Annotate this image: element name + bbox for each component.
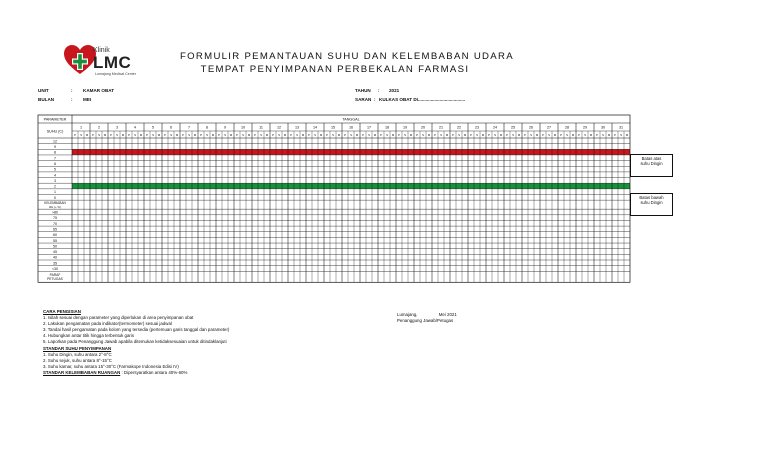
- temp-row-label: 6: [54, 161, 56, 166]
- day-label: 2: [97, 125, 101, 130]
- sub-label: M: [481, 133, 485, 137]
- standar-suhu-2: 2. Suhu sejuk, suhu antara 8°-15°C: [43, 357, 112, 363]
- standar-kelembaban-text: : Dipersyaratkan antara 40%-60%: [121, 369, 188, 375]
- sarana-label: SARAN: [355, 97, 372, 102]
- form-title-line2: TEMPAT PENYIMPANAN PERBEKALAN FARMASI: [200, 64, 470, 75]
- temp-row-label: 12: [53, 139, 57, 144]
- sub-label: M: [157, 133, 161, 137]
- day-label: 22: [456, 125, 462, 130]
- sub-label: S: [566, 133, 568, 137]
- sub-label: P: [416, 133, 418, 137]
- sub-label: P: [614, 133, 616, 137]
- sub-label: P: [308, 133, 310, 137]
- parameter-label: PARAMETER: [43, 117, 67, 122]
- lower-limit-note-line1: Batas bawah: [639, 195, 664, 200]
- day-label: 25: [510, 125, 516, 130]
- sub-label: M: [445, 133, 449, 137]
- sub-label: M: [319, 133, 323, 137]
- paraf-label: PARAF: [49, 272, 61, 277]
- day-label: 21: [438, 125, 444, 130]
- standar-kelembaban-title: STANDAR KELEMBABAN RUANGAN: [43, 369, 121, 375]
- kelembaban-label: KELEMBABAN: [44, 201, 66, 206]
- sub-label: M: [535, 133, 539, 137]
- sub-label: P: [272, 133, 274, 137]
- logo-subtitle: Lumajang Medical Center: [95, 72, 136, 76]
- sub-label: S: [332, 133, 334, 137]
- upper-limit-note-line1: Batas atas: [641, 156, 662, 161]
- form-title-line1: FORMULIR PEMANTAUAN SUHU DAN KELEMBABAN UDARA: [180, 51, 514, 62]
- instructions: [43, 309, 229, 376]
- sarana-colon: :: [374, 97, 376, 102]
- step-4: 4. Hubungkan antar titik hingga terbentuk garis: [43, 333, 135, 339]
- day-label: 24: [492, 125, 498, 130]
- sub-label: P: [92, 133, 94, 137]
- lower-limit-band: [72, 183, 630, 189]
- standar-suhu-title: STANDAR SUHU PENYIMPANAN: [43, 345, 112, 351]
- sub-label: M: [517, 133, 521, 137]
- humidity-row-label: 50: [53, 244, 57, 249]
- temp-row-label: 1: [54, 190, 56, 195]
- temp-row-label: 2: [54, 184, 56, 189]
- temp-row-label: 4: [54, 173, 56, 178]
- step-5: 5. Laporkan pada Penanggung Jawab apabila ditemukan ketidaksesuaian untuk ditindaklanjuti: [43, 339, 227, 345]
- sub-label: P: [578, 133, 580, 137]
- signature-place: Lumajang,: [397, 312, 418, 317]
- sub-label: M: [355, 133, 359, 137]
- sub-label: S: [368, 133, 370, 137]
- humidity-row-label: 45: [53, 250, 57, 255]
- day-label: 16: [348, 125, 354, 130]
- sub-label: M: [301, 133, 305, 137]
- day-label: 31: [618, 125, 624, 130]
- sub-label: P: [290, 133, 292, 137]
- humidity-row-label: 70: [53, 221, 57, 226]
- sub-label: M: [175, 133, 179, 137]
- day-label: 14: [312, 125, 318, 130]
- day-label: 15: [330, 125, 336, 130]
- cara-pengisian-title: CARA PENGISIAN: [43, 309, 81, 314]
- day-label: 19: [402, 125, 408, 130]
- lower-limit-note-line2: suhu Dingin: [640, 200, 663, 205]
- humidity-row-label: >80: [51, 210, 59, 215]
- grid-frame: [38, 115, 630, 282]
- bulan-colon: :: [71, 97, 73, 102]
- day-label: 1: [79, 125, 83, 130]
- sub-label: M: [193, 133, 197, 137]
- sub-label: P: [326, 133, 328, 137]
- day-label: 12: [276, 125, 282, 130]
- sub-label: S: [386, 133, 388, 137]
- sub-label: M: [373, 133, 377, 137]
- unit-value[interactable]: KAMAR OBAT: [83, 88, 115, 93]
- sarana-value[interactable]: KULKAS OBAT DI.....................................: [379, 97, 466, 102]
- sub-label: M: [607, 133, 611, 137]
- day-label: 3: [115, 125, 119, 130]
- suhu-label: SUHU (C): [46, 129, 64, 134]
- sub-label: S: [260, 133, 262, 137]
- sub-label: S: [188, 133, 190, 137]
- signature-block: [397, 312, 457, 324]
- sub-label: P: [398, 133, 400, 137]
- logo-lmc-text: LMC: [93, 53, 132, 72]
- upper-limit-band: [72, 149, 630, 155]
- day-label: 29: [582, 125, 588, 130]
- sub-label: S: [620, 133, 622, 137]
- sub-label: P: [218, 133, 220, 137]
- day-label: 26: [528, 125, 534, 130]
- petugas-label: PETUGAS: [47, 277, 63, 282]
- day-label: 23: [474, 125, 480, 130]
- sub-label: P: [164, 133, 166, 137]
- standar-kelembaban: [43, 370, 229, 376]
- sub-label: M: [211, 133, 215, 137]
- sub-label: P: [488, 133, 490, 137]
- day-label: 27: [546, 125, 552, 130]
- sub-label: P: [362, 133, 364, 137]
- standar-suhu-3: 3. Suhu kamar, suhu antara 15°-30°C (Farmakope Indonesia Edisi IV): [43, 363, 179, 369]
- upper-limit-note-line2: suhu Dingin: [640, 161, 663, 166]
- day-label: 5: [151, 125, 155, 130]
- day-label: 4: [133, 125, 137, 130]
- lower-limit-note: [630, 193, 673, 216]
- day-label: 8: [205, 125, 209, 130]
- sub-label: P: [596, 133, 598, 137]
- sub-label: M: [427, 133, 431, 137]
- sub-label: M: [499, 133, 503, 137]
- day-label: 28: [564, 125, 570, 130]
- day-label: 13: [294, 125, 300, 130]
- day-label: 10: [240, 125, 246, 130]
- step-1: 1. Isilah sesuai dengan parameter yang diperlukan di area penyimpanan obat: [43, 315, 194, 321]
- kelembaban-sub-label: RH (+ %): [49, 204, 61, 209]
- sub-label: S: [350, 133, 352, 137]
- sub-label: M: [391, 133, 395, 137]
- tahun-colon: :: [378, 88, 380, 93]
- upper-limit-note: [630, 154, 673, 177]
- day-label: 9: [223, 125, 227, 130]
- day-label: 7: [187, 125, 191, 130]
- tahun-label: TAHUN: [355, 88, 371, 93]
- bulan-label: BULAN: [38, 97, 55, 102]
- temp-row-label: 7: [54, 156, 56, 161]
- step-2: 2. Lakukan pengamatan pada indikator(termometer) sesuai jadwal: [43, 321, 172, 327]
- sub-label: S: [206, 133, 208, 137]
- sub-label: P: [236, 133, 238, 137]
- sub-label: P: [506, 133, 508, 137]
- sub-label: S: [476, 133, 478, 137]
- sub-label: P: [146, 133, 148, 137]
- sub-label: P: [110, 133, 112, 137]
- standar-suhu-1: 1. Suhu Dingin, suhu antara 2°-8°C: [43, 351, 112, 357]
- unit-colon: :: [71, 88, 73, 93]
- sub-label: S: [152, 133, 154, 137]
- sub-label: S: [170, 133, 172, 137]
- sub-label: P: [128, 133, 130, 137]
- sub-label: M: [121, 133, 125, 137]
- sub-label: M: [283, 133, 287, 137]
- humidity-row-label: 75: [53, 216, 57, 221]
- sub-label: M: [85, 133, 89, 137]
- sub-label: M: [265, 133, 269, 137]
- logo-klinik-text: Klinik: [93, 47, 110, 54]
- sub-label: S: [278, 133, 280, 137]
- sub-label: P: [542, 133, 544, 137]
- sub-label: M: [247, 133, 251, 137]
- tahun-value[interactable]: 2021: [389, 88, 400, 93]
- sub-label: S: [458, 133, 460, 137]
- sub-label: S: [530, 133, 532, 137]
- temp-row-label: 3: [54, 178, 56, 183]
- sub-label: M: [337, 133, 341, 137]
- sub-label: P: [200, 133, 202, 137]
- humidity-row-label: 35: [53, 261, 57, 266]
- day-label: 30: [600, 125, 606, 130]
- sub-label: S: [224, 133, 226, 137]
- sub-label: P: [524, 133, 526, 137]
- day-label: 17: [366, 125, 372, 130]
- sub-label: P: [560, 133, 562, 137]
- tanggal-label: TANGGAL: [342, 117, 360, 122]
- sub-label: S: [584, 133, 586, 137]
- sub-label: S: [404, 133, 406, 137]
- sub-label: M: [139, 133, 143, 137]
- day-label: 18: [384, 125, 390, 130]
- sub-label: S: [98, 133, 100, 137]
- temp-row-label: 9: [54, 145, 56, 149]
- sub-label: M: [463, 133, 467, 137]
- sub-label: S: [422, 133, 424, 137]
- step-3: 3. Tandai hasil pengamatan pada kolom yang tersedia (pertemuan garis tanggal dan parameter): [43, 327, 230, 333]
- humidity-row-label: 65: [53, 227, 57, 232]
- temp-row-label: 0: [54, 195, 56, 200]
- signature-date: Mei 2021: [438, 312, 457, 317]
- sub-label: P: [452, 133, 454, 137]
- sub-label: S: [548, 133, 550, 137]
- sub-label: S: [242, 133, 244, 137]
- sub-label: P: [470, 133, 472, 137]
- sub-label: P: [434, 133, 436, 137]
- humidity-row-label: 55: [53, 238, 57, 243]
- sub-label: S: [116, 133, 118, 137]
- sub-label: M: [409, 133, 413, 137]
- sub-label: P: [182, 133, 184, 137]
- day-label: 6: [169, 125, 173, 130]
- temp-row-label: 5: [54, 167, 56, 172]
- sub-label: S: [134, 133, 136, 137]
- bulan-value[interactable]: MEI: [83, 97, 92, 102]
- day-label: 11: [259, 125, 263, 130]
- humidity-row-label: 40: [53, 255, 57, 260]
- signature-role: Penanggung Jawab/Petugas: [397, 318, 454, 324]
- sub-label: S: [602, 133, 604, 137]
- sub-label: M: [553, 133, 557, 137]
- sub-label: S: [314, 133, 316, 137]
- sub-label: P: [380, 133, 382, 137]
- unit-label: UNIT: [38, 88, 49, 93]
- sub-label: P: [74, 133, 76, 137]
- sub-label: S: [512, 133, 514, 137]
- humidity-row-label: <30: [51, 267, 59, 271]
- sub-label: M: [571, 133, 575, 137]
- sub-label: P: [344, 133, 346, 137]
- sub-label: P: [254, 133, 256, 137]
- sub-label: S: [296, 133, 298, 137]
- sub-label: M: [103, 133, 107, 137]
- temp-row-label: 8: [54, 150, 56, 155]
- day-label: 20: [420, 125, 426, 130]
- sub-label: M: [589, 133, 593, 137]
- sub-label: M: [625, 133, 629, 137]
- sub-label: S: [80, 133, 82, 137]
- sub-label: M: [229, 133, 233, 137]
- humidity-row-label: 60: [53, 233, 57, 238]
- sub-label: S: [440, 133, 442, 137]
- sub-label: S: [494, 133, 496, 137]
